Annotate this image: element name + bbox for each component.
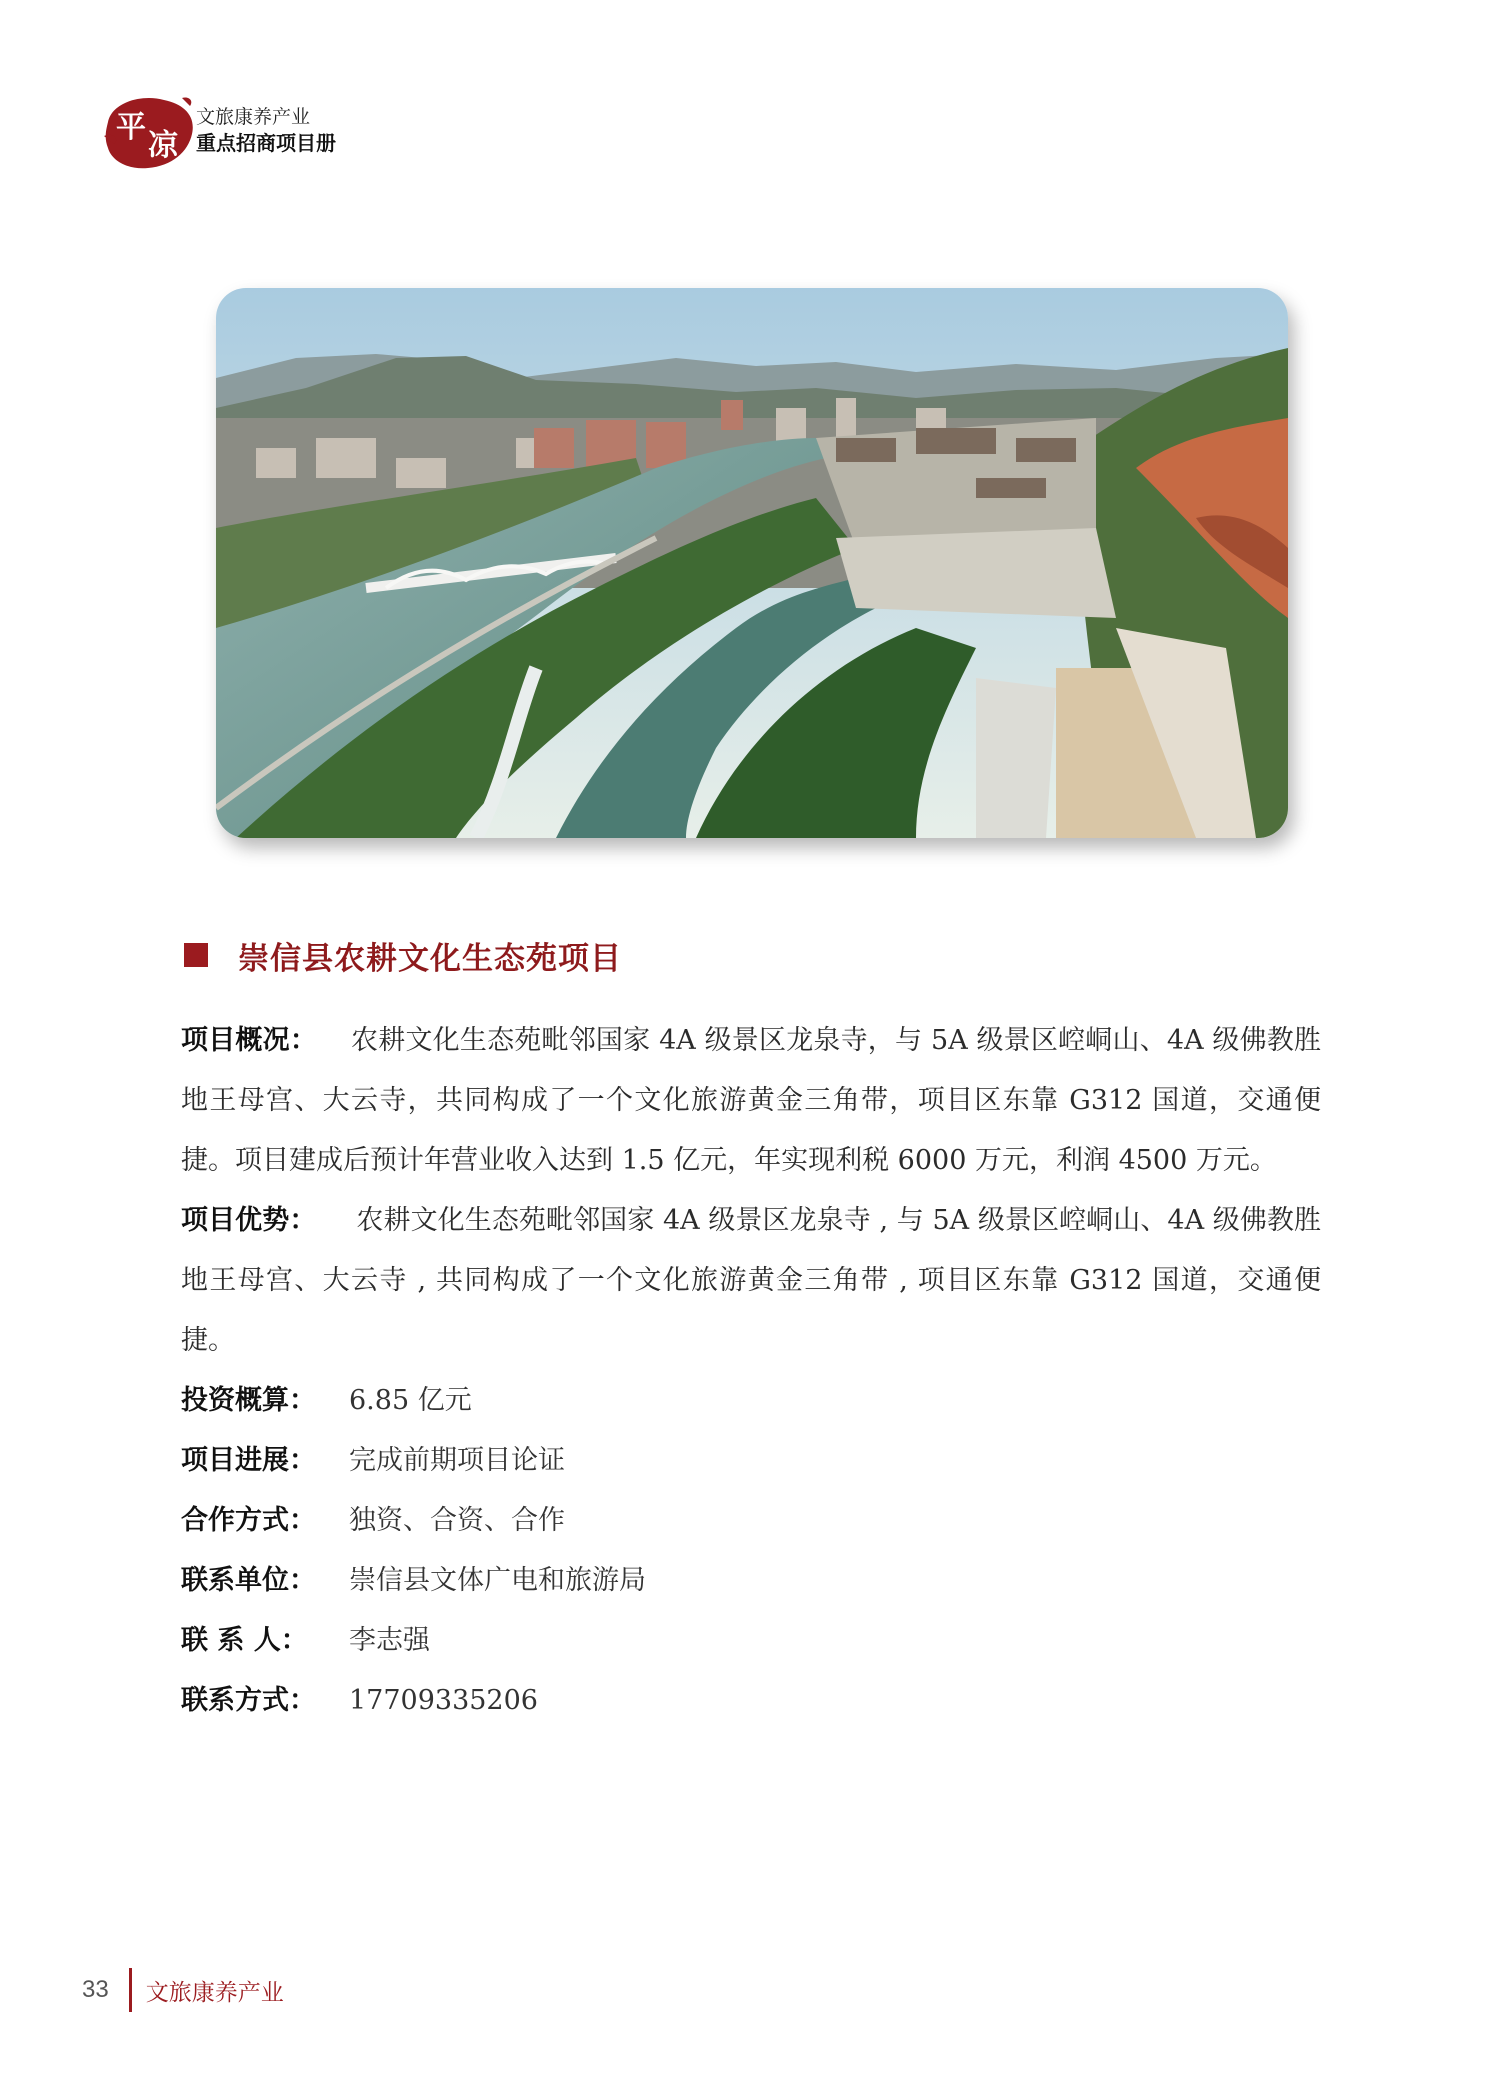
overview-paragraph	[181, 1011, 1321, 1191]
page-number: 33	[82, 1976, 109, 2003]
field-label: 项目进展：	[181, 1445, 316, 1476]
field-progress	[181, 1431, 1321, 1491]
field-contact-phone	[181, 1671, 1321, 1731]
field-value: 独资、合资、合作	[349, 1505, 565, 1536]
field-value: 17709335206	[349, 1685, 538, 1716]
header-line2: 重点招商项目册	[196, 131, 336, 155]
field-label: 联 系 人：	[181, 1625, 308, 1656]
logo-seal	[102, 92, 198, 172]
page-footer	[82, 1965, 284, 2015]
seal-char-1: 平	[116, 110, 146, 145]
aerial-landscape-photo	[216, 288, 1288, 838]
field-contact-person	[181, 1611, 1321, 1671]
field-label: 联系方式：	[181, 1685, 316, 1716]
section-heading	[184, 930, 622, 980]
field-label: 合作方式：	[181, 1505, 316, 1536]
field-contact-unit	[181, 1551, 1321, 1611]
header-line1: 文旅康养产业	[196, 106, 311, 128]
project-details	[181, 1011, 1321, 1731]
field-label: 联系单位：	[181, 1565, 316, 1596]
advantage-paragraph	[181, 1191, 1321, 1371]
field-investment	[181, 1371, 1321, 1431]
field-label: 投资概算：	[181, 1385, 316, 1416]
advantage-label: 项目优势：	[181, 1205, 317, 1236]
footer-section-name: 文旅康养产业	[145, 1979, 284, 2006]
title-square-icon	[184, 943, 208, 967]
header-title	[196, 104, 336, 156]
field-value: 完成前期项目论证	[349, 1445, 565, 1476]
overview-text: 农耕文化生态苑毗邻国家 4A 级景区龙泉寺，与 5A 级景区崆峒山、4A 级佛教胜地王母宫、大云寺，共同构成了一个文化旅游黄金三角带，项目区东靠 G312 国道，交通便捷。项目建成后预计年营业收入达到 1.5 亿元，年实现利税 6000 万元，利润 4500 万元。	[181, 1025, 1322, 1176]
advantage-text: 农耕文化生态苑毗邻国家 4A 级景区龙泉寺 , 与 5A 级景区崆峒山、4A 级佛教胜地王母宫、大云寺 , 共同构成了一个文化旅游黄金三角带 , 项目区东靠 G312 国道，交通便捷。	[181, 1205, 1321, 1356]
header	[102, 92, 362, 172]
footer-divider	[129, 1968, 132, 2012]
field-value: 6.85 亿元	[349, 1385, 472, 1416]
seal-char-2: 凉	[148, 128, 178, 163]
section-title: 崇信县农耕文化生态苑项目	[238, 940, 622, 977]
field-cooperation	[181, 1491, 1321, 1551]
field-value: 李志强	[349, 1625, 430, 1656]
overview-label: 项目概况：	[181, 1025, 318, 1056]
field-value: 崇信县文体广电和旅游局	[349, 1565, 646, 1596]
